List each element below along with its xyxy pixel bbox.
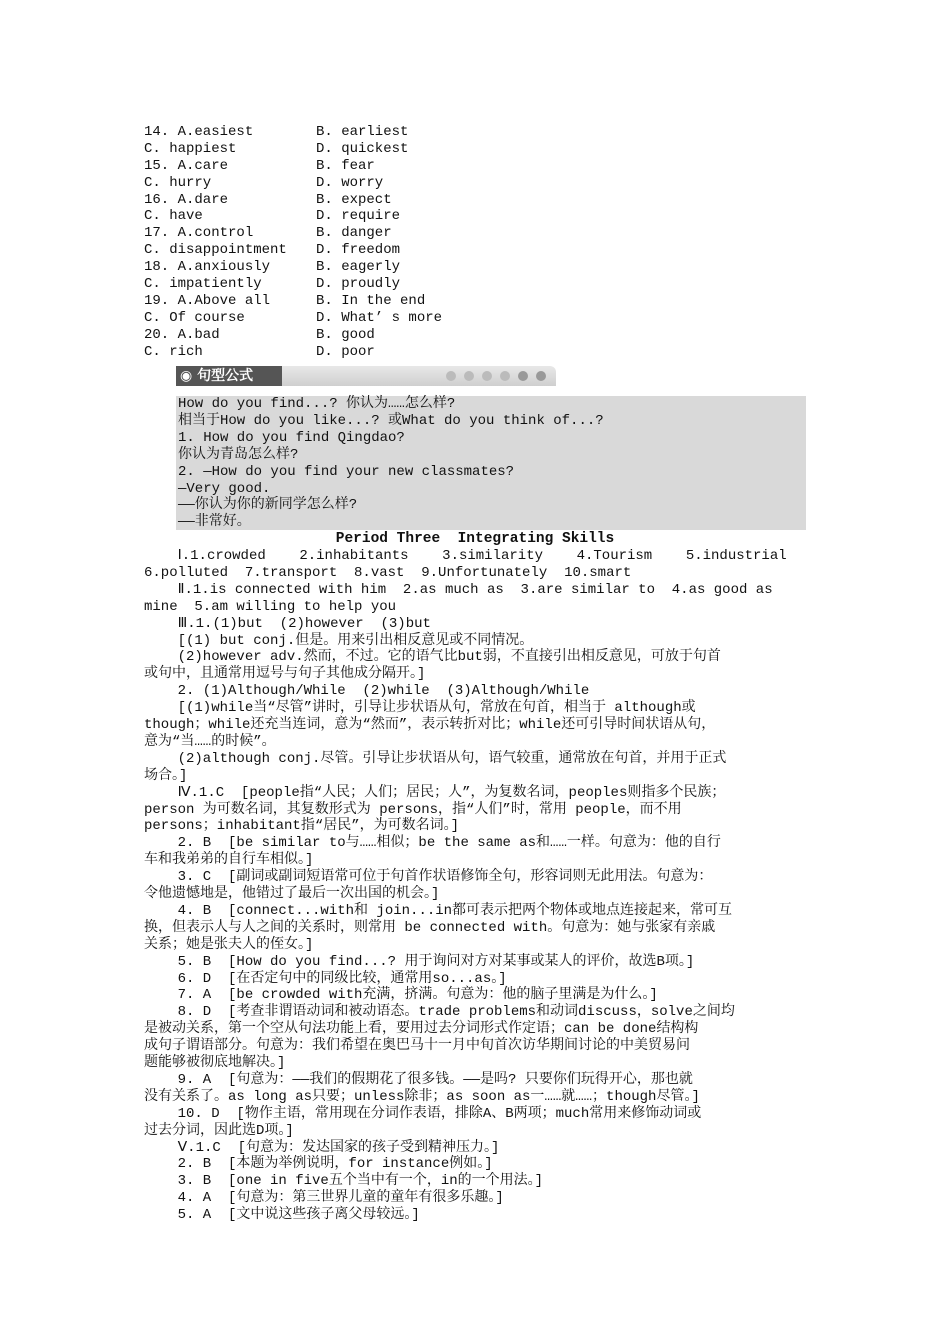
answer-line: 成句子谓语部分。句意为：我们希望在奥巴马十一月中旬首次访华期间讨论的中美贸易问	[144, 1038, 690, 1055]
answer-line: [(1) but conj.但是。用来引出相反意见或不同情况。	[144, 632, 534, 649]
answer-line: Ⅱ.1.is connected with him 2.as much as 3.are similar to 4.as good as	[144, 581, 773, 598]
answer-line: Ⅳ.1.C [people指“人民；人们；居民；人”，为复数名词，peoples则指多个民族；	[144, 784, 726, 801]
answer-line: (2)however adv.然而，不过。它的语气比but弱，不直接引出相反意见，可放于句首	[144, 649, 721, 666]
answer-line: 9. A [句意为：——我们的假期花了很多钱。——是吗? 只要你们玩得开心，那也就	[144, 1071, 693, 1088]
choice-right: D. require	[316, 208, 401, 225]
decorative-dots	[446, 371, 546, 381]
formula-box	[176, 396, 806, 530]
choice-left: C. Of course	[144, 309, 245, 326]
answer-line: 6.polluted 7.transport 8.vast 9.Unfortunately 10.smart	[144, 564, 632, 581]
formula-line: 相当于How do you like...? 或What do you think of...?	[178, 412, 604, 429]
formula-line: ——你认为你的新同学怎么样?	[178, 497, 358, 514]
answer-line: 8. D [考查非谓语动词和被动语态。trade problems和动词discuss，solve之间均	[144, 1004, 735, 1021]
answer-line: mine 5.am willing to help you	[144, 598, 397, 615]
choice-left: C. hurry	[144, 174, 212, 191]
answer-line: 2. B [be similar to与……相似；be the same as和……一样。句意为：他的自行	[144, 835, 721, 852]
choice-row	[144, 225, 544, 242]
section-title: Period Three Integrating Skills	[335, 531, 615, 547]
dot-icon	[482, 371, 492, 381]
choice-left: 20. A.bad	[144, 326, 220, 343]
choice-left: 14. A.easiest	[144, 124, 254, 140]
formula-line: How do you find...? 你认为……怎么样?	[178, 396, 456, 412]
answer-line: 意为“当……的时候”。	[144, 733, 276, 750]
formula-tag: ◉ 句型公式	[176, 366, 282, 386]
choice-left: 16. A.dare	[144, 191, 229, 208]
answer-line: 场合。]	[144, 767, 188, 784]
choice-row	[144, 175, 544, 192]
answer-line: 过去分词，因此选D项。]	[144, 1122, 294, 1139]
formula-header	[176, 366, 556, 386]
choice-right: B. danger	[316, 225, 392, 242]
dot-icon	[446, 371, 456, 381]
answer-line: 7. A [be crowded with充满，挤满。句意为：他的脑子里满是为什么。]	[144, 987, 658, 1004]
choice-left: 15. A.care	[144, 157, 229, 174]
answer-line: 2. B [本题为举例说明，for instance例如。]	[144, 1156, 493, 1173]
answer-line: person 为可数名词，其复数形式为 persons，指“人们”时，常用 people，而不用	[144, 801, 682, 818]
answer-line: 2. (1)Although/While (2)while (3)Although/While	[144, 683, 590, 700]
choice-right: D. What’ s more	[316, 309, 443, 326]
answer-line: persons；inhabitant指“居民”，为可数名词。]	[144, 818, 460, 835]
formula-line: 你认为青岛怎么样?	[178, 446, 299, 463]
choice-left: C. have	[144, 208, 203, 225]
choice-left: C. disappointment	[144, 242, 287, 259]
choice-right: B. In the end	[316, 292, 426, 309]
choice-row	[144, 124, 544, 141]
answer-line: Ⅴ.1.C [句意为：发达国家的孩子受到精神压力。]	[144, 1139, 500, 1156]
answer-line: 3. B [one in five五个当中有一个，in的一个用法。]	[144, 1173, 544, 1190]
choice-row	[144, 293, 544, 310]
choice-left: 17. A.control	[144, 225, 254, 242]
choice-right: D. quickest	[316, 140, 409, 157]
answer-line: 换，但表示人与人之间的关系时，则常用 be connected with。句意为：她与张家有亲戚	[144, 919, 716, 936]
choice-right: D. freedom	[316, 242, 401, 259]
formula-line: 2. —How do you find your new classmates?	[178, 463, 515, 480]
choice-row	[144, 208, 544, 225]
choice-right: B. good	[316, 326, 375, 343]
choice-row	[144, 276, 544, 293]
choice-row	[144, 310, 544, 327]
choice-row	[144, 141, 544, 158]
dot-icon	[464, 371, 474, 381]
choice-right: D. worry	[316, 174, 384, 191]
choice-left: C. impatiently	[144, 276, 262, 293]
dot-icon	[536, 371, 546, 381]
choice-row	[144, 327, 544, 344]
dot-icon	[518, 371, 528, 381]
answer-line: 10. D [物作主语，常用现在分词作表语，排除A、B两项；much常用来修饰动词或	[144, 1105, 702, 1122]
answer-line: 4. B [connect...with和 join...in都可表示把两个物体或地点连接起来，常可互	[144, 902, 733, 919]
choice-left: C. rich	[144, 343, 203, 360]
answer-line: 关系；她是张夫人的侄女。]	[144, 936, 314, 953]
answer-line: 或句中，且通常用逗号与句子其他成分隔开。]	[144, 666, 426, 683]
answer-line: 车和我弟弟的自行车相似。]	[144, 852, 314, 869]
choice-right: B. earliest	[316, 124, 409, 140]
answer-line: 4. A [句意为：第三世界儿童的童年有很多乐趣。]	[144, 1190, 504, 1207]
answer-line: 题能够被彻底地解决。]	[144, 1055, 286, 1071]
formula-header-bar	[282, 366, 556, 386]
choice-right: B. expect	[316, 191, 392, 208]
choice-left: 19. A.Above all	[144, 292, 271, 309]
answer-line: 3. C [副词或副词短语常可位于句首作状语修饰全句，形容词则无此用法。句意为：	[144, 869, 713, 886]
formula-line: —Very good.	[178, 480, 271, 497]
answer-line: 没有关系了。as long as只要；unless除非；as soon as一……就……；though尽管。]	[144, 1088, 700, 1105]
choice-list	[144, 124, 544, 360]
answer-line: Ⅰ.1.crowded 2.inhabitants 3.similarity 4.Tourism 5.industrial	[144, 548, 787, 564]
answer-line: 5. B [How do you find...? 用于询问对方对某事或某人的评价，故选B项。]	[144, 953, 695, 970]
choice-row	[144, 344, 544, 361]
choice-right: B. fear	[316, 157, 375, 174]
choice-right: D. proudly	[316, 276, 401, 293]
answer-line: though；while还充当连词，意为“然而”，表示转折对比；while还可引导时间状语从句，	[144, 717, 716, 733]
choice-left: C. happiest	[144, 140, 237, 157]
choice-right: B. eagerly	[316, 259, 401, 276]
choice-right: D. poor	[316, 343, 375, 360]
choice-row	[144, 242, 544, 259]
answer-line: 5. A [文中说这些孩子离父母较远。]	[144, 1207, 420, 1224]
choice-row	[144, 192, 544, 209]
answer-line: 令他遗憾地是，他错过了最后一次出国的机会。]	[144, 886, 440, 902]
answer-line: 6. D [在否定句中的同级比较，通常用so...as。]	[144, 970, 507, 987]
answer-line: [(1)while当“尽管”讲时，引导让步状语从句，常放在句首，相当于 although或	[144, 700, 696, 717]
formula-line: ——非常好。	[178, 514, 251, 531]
choice-row	[144, 259, 544, 276]
choice-row	[144, 158, 544, 175]
answer-line: 是被动关系，第一个空从句法功能上看，要用过去分词形式作定语；can be done结构构	[144, 1021, 699, 1038]
formula-line: 1. How do you find Qingdao?	[178, 429, 405, 446]
choice-left: 18. A.anxiously	[144, 259, 271, 276]
answer-line: (2)although conj.尽管。引导让步状语从句，语气较重，通常放在句首，并用于正式	[144, 750, 727, 767]
answer-line: Ⅲ.1.(1)but (2)however (3)but	[144, 615, 431, 632]
dot-icon	[500, 371, 510, 381]
